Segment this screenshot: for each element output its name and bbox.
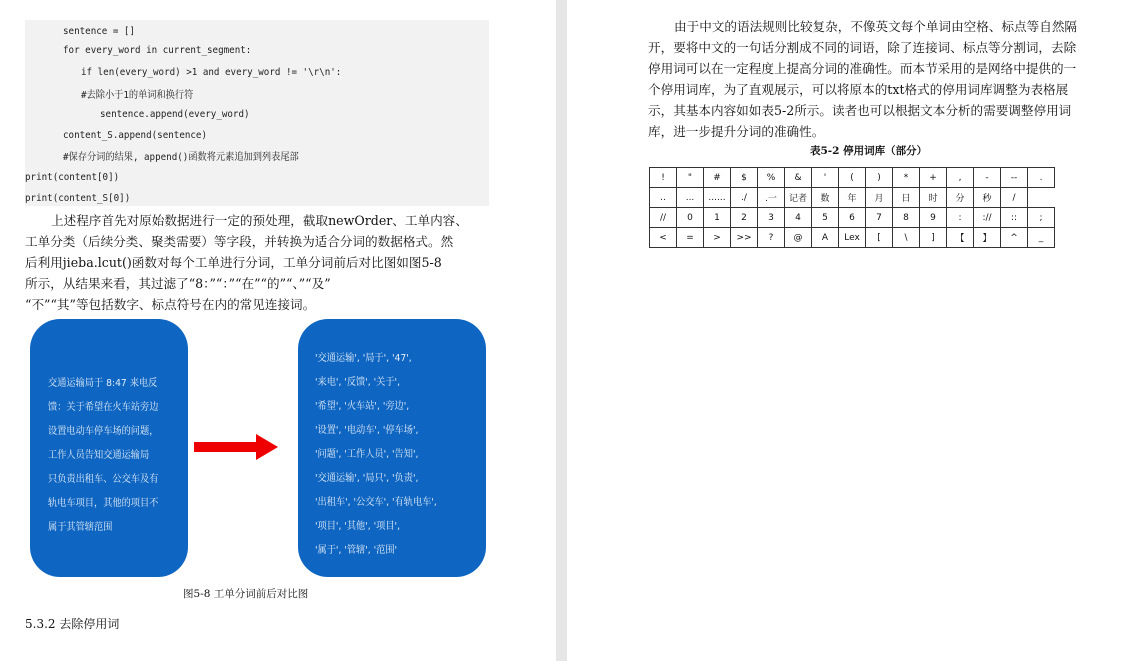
paragraph-line: 库，进一步提升分词的准确性。	[648, 124, 825, 139]
table-row	[650, 208, 1055, 228]
stopword-table	[649, 167, 1055, 248]
before-text-line: 属于其管辖范围	[48, 522, 113, 533]
after-text-line: '交通运输', '局只', '负责',	[315, 473, 419, 484]
after-text-line: '设置', '电动车', '停车场',	[315, 425, 419, 436]
table-cell: 8	[893, 208, 920, 228]
table-cell: //	[650, 208, 677, 228]
table-cell: ://	[974, 208, 1001, 228]
table-cell: 记者	[785, 188, 812, 208]
after-text-line: '问题', '工作人员', '告知',	[315, 449, 419, 460]
table-cell: /	[1001, 188, 1028, 208]
table-cell: &	[785, 168, 812, 188]
paragraph-line: 后利用jieba.lcut()函数对每个工单进行分词，工单分词前后对比图如图5-8	[25, 255, 442, 270]
code-comment: #保存分词的结果, append()函数将元素追加到列表尾部	[63, 152, 299, 163]
table-cell: 6	[839, 208, 866, 228]
after-text-line: '出租车', '公交车', '有轨电车',	[315, 497, 437, 508]
table-cell: ?	[758, 228, 785, 248]
table-cell: #	[704, 168, 731, 188]
table-cell: .	[1028, 168, 1055, 188]
right-page	[567, 0, 1123, 661]
paragraph-line: 开，要将中文的一句话分割成不同的词语，除了连接词、标点等分割词，去除	[648, 40, 1077, 55]
right-arrow-icon	[194, 434, 278, 460]
table-cell: 7	[866, 208, 893, 228]
paragraph-line: 所示，从结果来看，其过滤了“8：”“：”“在”“的”“、”“及”	[25, 276, 331, 291]
table-cell: :	[947, 208, 974, 228]
left-page	[0, 0, 556, 661]
table-caption: 表5-2 停用词库（部分）	[810, 145, 928, 157]
before-text-line: 馈：关于希望在火车站旁边	[48, 402, 159, 413]
table-cell: 时	[920, 188, 947, 208]
body-paragraph	[25, 210, 489, 315]
paragraph-line: 由于中文的语法规则比较复杂，不像英文每个单词由空格、标点等自然隔	[674, 19, 1077, 34]
table-cell: =	[677, 228, 704, 248]
table-cell: >>	[731, 228, 758, 248]
table-cell: 5	[812, 208, 839, 228]
table-cell: 】	[974, 228, 1001, 248]
table-row	[650, 188, 1055, 208]
before-segmentation-box	[30, 319, 188, 577]
table-cell: %	[758, 168, 785, 188]
paragraph-line: 工单分类（后续分类、聚类需要）等字段，并转换为适合分词的数据格式。然	[25, 234, 454, 249]
table-cell: '	[812, 168, 839, 188]
table-cell: ./	[731, 188, 758, 208]
before-text-line: 交通运输局于 8:47 来电反	[48, 378, 158, 389]
code-line: sentence = []	[63, 26, 136, 37]
table-cell: [	[866, 228, 893, 248]
table-row	[650, 228, 1055, 248]
after-text-line: '来电', '反馈', '关于',	[315, 377, 400, 388]
code-line: content_S.append(sentence)	[63, 130, 208, 141]
before-text-line: 只负责出租车、公交车及有	[48, 474, 159, 485]
after-text-line: '属于', '管辖', '范围'	[315, 545, 398, 556]
table-cell: ]	[920, 228, 947, 248]
section-heading: 5.3.2 去除停用词	[25, 617, 120, 631]
table-cell: $	[731, 168, 758, 188]
code-line: if len(every_word) >1 and every_word != '\r\n':	[81, 67, 342, 78]
table-cell: 年	[839, 188, 866, 208]
table-cell: 0	[677, 208, 704, 228]
table-cell: --	[1001, 168, 1028, 188]
table-cell: @	[785, 228, 812, 248]
table-cell: +	[920, 168, 947, 188]
table-row	[650, 168, 1055, 188]
table-cell: 1	[704, 208, 731, 228]
table-cell: 9	[920, 208, 947, 228]
body-paragraph	[648, 16, 1103, 142]
paragraph-line: 停用词可以在一定程度上提高分词的准确性。而本节采用的是网络中提供的一	[648, 61, 1077, 76]
table-cell: 分	[947, 188, 974, 208]
paragraph-line: 示，其基本内容如如表5-2所示。读者也可以根据文本分析的需要调整停用词	[648, 103, 1072, 118]
table-cell: ......	[704, 188, 731, 208]
table-cell: <	[650, 228, 677, 248]
table-cell: 【	[947, 228, 974, 248]
paragraph-line: “不”“其”等包括数字、标点符号在内的常见连接词。	[25, 297, 316, 312]
after-text-line: '项目', '其他', '项目',	[315, 521, 400, 532]
before-text-line: 轨电车项目，其他的项目不	[48, 498, 159, 509]
table-cell: \	[893, 228, 920, 248]
table-cell: .一	[758, 188, 785, 208]
table-cell: ::	[1001, 208, 1028, 228]
table-cell: A	[812, 228, 839, 248]
code-comment: #去除小于1的单词和换行符	[81, 90, 194, 101]
table-cell: Lex	[839, 228, 866, 248]
table-cell: 日	[893, 188, 920, 208]
table-cell: 月	[866, 188, 893, 208]
table-cell: ;	[1028, 208, 1055, 228]
code-line: print(content[0])	[25, 172, 120, 183]
before-text-line: 设置电动车停车场的问题，	[48, 426, 159, 437]
after-text-line: '希望', '火车站', '旁边',	[315, 401, 410, 412]
table-cell: >	[704, 228, 731, 248]
table-cell: )	[866, 168, 893, 188]
table-cell: 数	[812, 188, 839, 208]
table-cell: !	[650, 168, 677, 188]
after-segmentation-box	[298, 319, 486, 577]
table-cell: "	[677, 168, 704, 188]
table-cell: ...	[677, 188, 704, 208]
table-cell: 4	[785, 208, 812, 228]
table-cell: (	[839, 168, 866, 188]
table-cell: *	[893, 168, 920, 188]
before-text-line: 工作人员告知交通运输局	[48, 450, 150, 461]
table-cell: _	[1028, 228, 1055, 248]
table-cell: 2	[731, 208, 758, 228]
figure-caption: 图5-8 工单分词前后对比图	[183, 588, 309, 600]
table-cell: ..	[650, 188, 677, 208]
code-block	[25, 20, 489, 206]
paragraph-line: 个停用词库，为了直观展示，可以将原本的txt格式的停用词库调整为表格展	[648, 82, 1069, 97]
after-text-line: '交通运输', '局于', '47',	[315, 353, 412, 364]
table-cell: 秒	[974, 188, 1001, 208]
table-cell: ,	[947, 168, 974, 188]
code-line: print(content_S[0])	[25, 193, 131, 204]
table-cell: 3	[758, 208, 785, 228]
table-cell: -	[974, 168, 1001, 188]
code-line: for every_word in current_segment:	[63, 45, 252, 56]
table-cell: ^	[1001, 228, 1028, 248]
code-line: sentence.append(every_word)	[100, 109, 250, 120]
paragraph-line: 上述程序首先对原始数据进行一定的预处理，截取newOrder、工单内容、	[51, 213, 468, 228]
